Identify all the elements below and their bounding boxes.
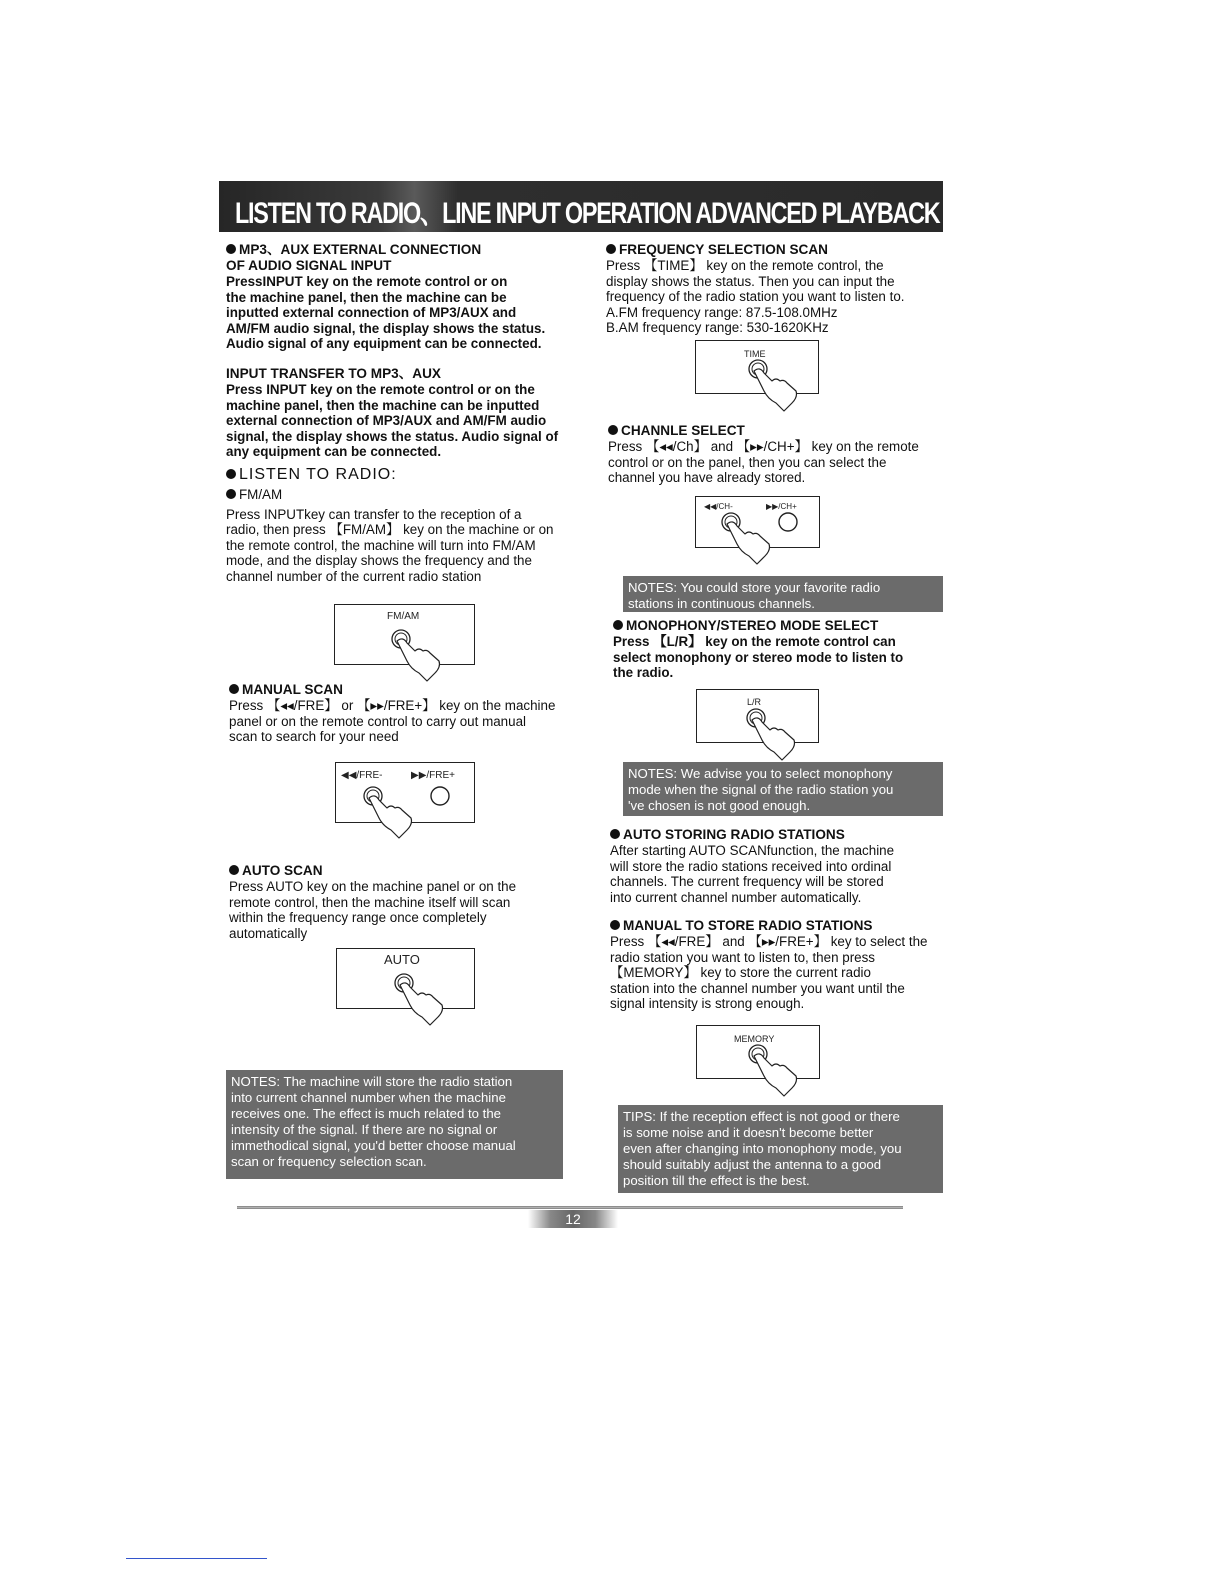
auto-button-label: AUTO — [384, 952, 420, 967]
footer-divider — [237, 1206, 903, 1209]
memory-button-figure — [696, 1025, 820, 1079]
autostore-heading: AUTO STORING RADIO STATIONS — [623, 827, 845, 842]
mp3-heading: MP3、AUX EXTERNAL CONNECTION OF AUDIO SIGNAL INPUT — [226, 242, 482, 273]
bullet-icon — [229, 865, 239, 875]
fmam-body: Press INPUTkey can transfer to the reception of a radio, then press 【FM/AM】 key on the machine or on the remote control, the machine will turn into FM/AM mode, and the display shows the frequency and the channel number of the current radio station — [226, 506, 554, 584]
auto-scan-section — [229, 863, 599, 941]
time-button-label: TIME — [744, 349, 766, 359]
autostore-body: After starting AUTO SCANfunction, the machine will store the radio stations received into ordinal channels. The current frequency will be stored into current channel number automatically. — [610, 843, 895, 905]
bullet-icon — [226, 244, 236, 254]
bullet-icon — [608, 425, 618, 435]
fre-buttons-figure — [335, 762, 475, 823]
fmam-button-figure — [334, 604, 475, 665]
bottom-underline — [126, 1558, 267, 1559]
bullet-icon — [226, 469, 236, 479]
auto-button-figure — [336, 948, 475, 1009]
listen-heading: LISTEN TO RADIO: — [239, 466, 397, 483]
ch-minus-label: ◀◀/CH- — [704, 502, 733, 511]
ch-plus-label: ▶▶/CH+ — [766, 502, 797, 511]
mono-notes-box: NOTES: We advise you to select monophony mode when the signal of the radio station you 've chosen is not good enough. — [623, 762, 943, 816]
manualstore-heading: MANUAL TO STORE RADIO STATIONS — [623, 918, 873, 933]
auto-heading: AUTO SCAN — [242, 863, 323, 878]
mono-heading: MONOPHONY/STEREO MODE SELECT — [626, 618, 879, 633]
channel-notes-box: NOTES: You could store your favorite radio stations in continuous channels. — [623, 576, 943, 612]
bullet-icon — [613, 620, 623, 630]
frequency-scan-section — [606, 242, 951, 336]
fre-plus-label: ▶▶/FRE+ — [411, 770, 455, 781]
mono-body: Press 【L/R】 key on the remote control can select monophony or stereo mode to listen to the radio. — [613, 634, 904, 681]
mp3-aux-section — [226, 242, 596, 352]
bullet-icon — [610, 829, 620, 839]
auto-storing-section — [610, 827, 955, 905]
fmam-button-label: FM/AM — [387, 611, 420, 622]
page-title: LISTEN TO RADIO、LINE INPUT OPERATION ADVANCED PLAYBACK — [235, 197, 940, 230]
manual-heading: MANUAL SCAN — [242, 682, 343, 697]
mono-stereo-section — [613, 618, 958, 681]
page-number: 12 — [528, 1210, 618, 1228]
channel-heading: CHANNLE SELECT — [621, 423, 745, 438]
lr-button-label: L/R — [747, 697, 762, 707]
freq-heading: FREQUENCY SELECTION SCAN — [619, 242, 828, 257]
left-notes-box: NOTES: The machine will store the radio station into current channel number when the machine receives one. The effect is much related to the intensity of the signal. If there are no signal or immethodical signal, you'd better choose manual scan or frequency selection scan. — [226, 1070, 563, 1179]
manual-body: Press 【◂◂/FRE】 or 【▸▸/FRE+】 key on the machine panel or on the remote control to carry out manual scan to search for your need — [229, 698, 556, 745]
channel-body: Press 【◂◂/Ch】 and 【▸▸/CH+】 key on the remote control or on the panel, then you can select the channel you have already stored. — [608, 439, 919, 486]
bullet-icon — [606, 244, 616, 254]
bullet-icon — [229, 684, 239, 694]
manual-store-section — [610, 918, 955, 1012]
page-banner — [219, 181, 943, 232]
listen-radio-section — [226, 465, 596, 585]
lr-button-figure — [696, 689, 819, 743]
manual-scan-section — [229, 682, 599, 745]
bullet-icon — [226, 489, 236, 499]
auto-body: Press AUTO key on the machine panel or on the remote control, then the machine itself will scan within the frequency range once completely automatically — [229, 879, 517, 941]
bullet-icon — [610, 920, 620, 930]
fmam-heading: FM/AM — [239, 487, 283, 502]
transfer-heading: INPUT TRANSFER TO MP3、AUX — [226, 366, 441, 381]
manualstore-body: Press 【◂◂/FRE】 and 【▸▸/FRE+】 key to select the radio station you want to listen to, then press 【MEMORY】 key to store the current radio station into the channel number you want until the signal intensity is strong enough. — [610, 934, 928, 1012]
time-button-figure — [695, 340, 819, 394]
channel-select-section — [608, 423, 953, 486]
freq-body: Press 【TIME】 key on the remote control, the display shows the status. Then you can input the frequency of the radio station you want to listen to. A.FM frequency range: 87.5-108.0MHz B.AM frequency range: 530-1620KHz — [606, 258, 905, 336]
transfer-body: Press INPUT key on the remote control or on the machine panel, then the machine can be inputted external connection of MP3/AUX and AM/FM audio signal, the display shows the status. Audio signal of any equipment can be connected. — [226, 382, 559, 460]
tips-box: TIPS: If the reception effect is not good or there is some noise and it doesn't become better even after changing into monophony mode, you should suitably adjust the antenna to a good position till the effect is the best. — [618, 1105, 943, 1193]
mp3-body: PressINPUT key on the remote control or on the machine panel, then the machine can be inputted external connection of MP3/AUX and AM/FM audio signal, the display shows the status. Audio signal of any equipment can be connected. — [226, 274, 546, 352]
input-transfer-section — [226, 366, 596, 460]
memory-button-label: MEMORY — [734, 1034, 775, 1044]
fre-minus-label: ◀◀/FRE- — [341, 770, 383, 781]
ch-buttons-figure — [695, 496, 820, 548]
